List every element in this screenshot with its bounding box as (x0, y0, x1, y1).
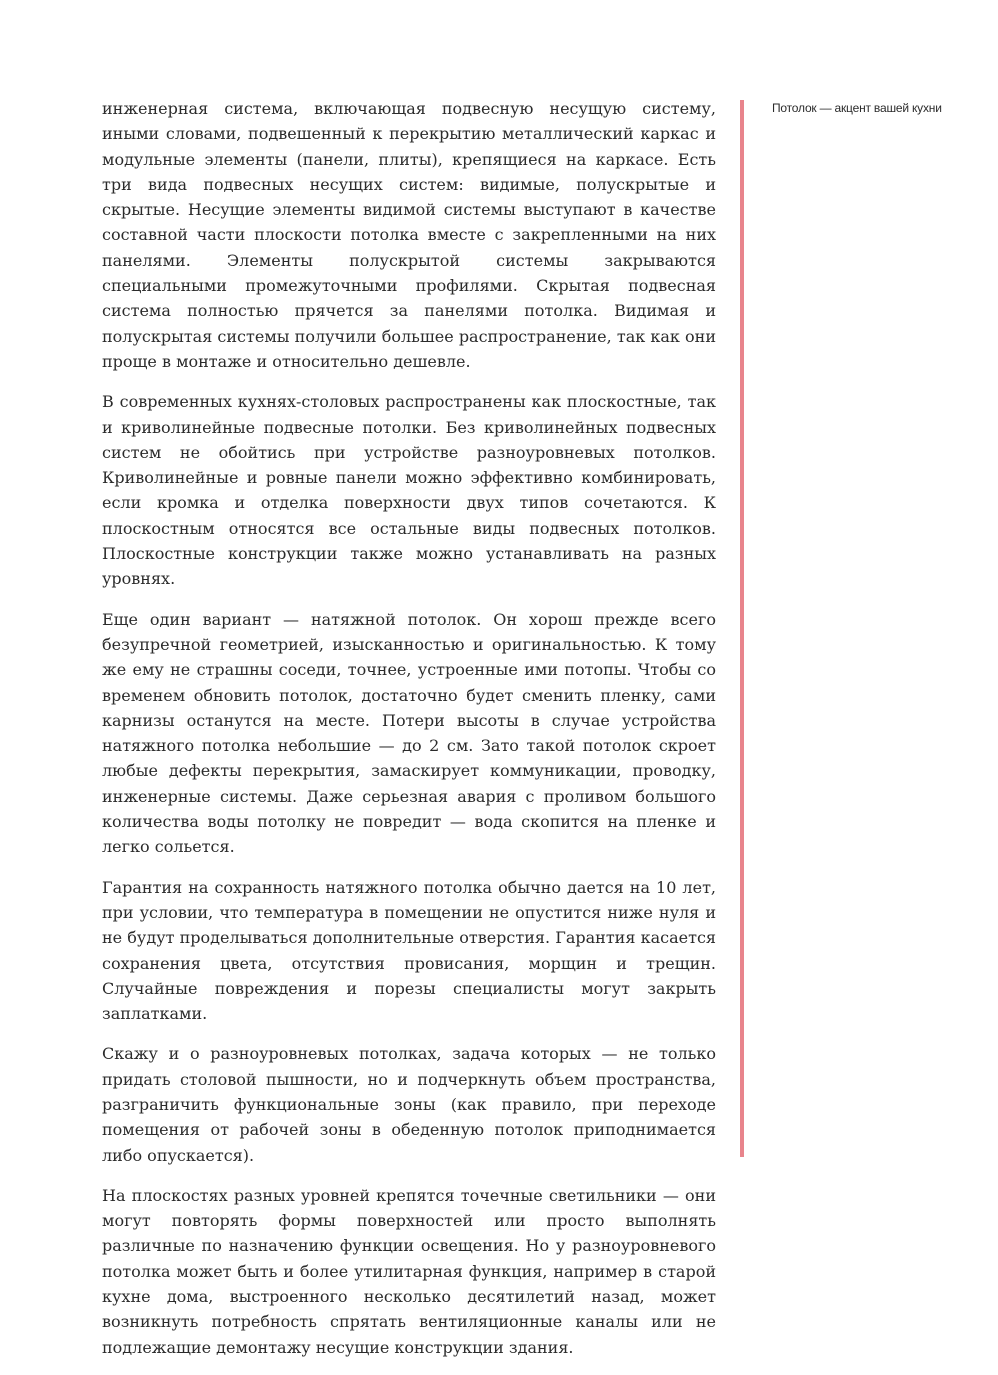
paragraph-5: Скажу и о разноуровневых потолках, задача которых — не только придать столовой пышности, но и подчеркнуть объем пространства, разграничить функциональные зоны (как правило, при переходе помещения от рабочей зоны в обеденную потолок приподнимается либо опускается). (102, 1044, 716, 1165)
paragraph-4: Гарантия на сохранность натяжного потолка обычно дается на 10 лет, при условии, что температура в помещении не опустится ниже нуля и не будут проделываться дополнительные отверстия. Гарантия касается сохранения цвета, отсутствия провисания, морщин и трещин. Случайные повреждения и порезы специалисты могут закрыть заплатками. (102, 877, 716, 1024)
paragraph-2: В современных кухнях-столовых распространены как плоскостные, так и криволинейные подвесные потолки. Без криволинейных подвесных систем не обойтись при устройстве разноуровневых потолков. Криволинейные и ровные панели можно эффективно комбинировать, если кромка и отделка поверхности двух типов сочетаются. К плоскостным относятся все остальные виды подвесных потолков. Плоскостные конструкции также можно устанавливать на разных уровнях. (102, 392, 716, 589)
paragraph-1: инженерная система, включающая подвесную несущую систему, иными словами, подвешенный к перекрытию металлический каркас и модульные элементы (панели, плиты), крепящиеся на каркасе. Есть три вида подвесных несущих систем: видимые, полускрытые и скрытые. Несущие элементы видимой системы выступают в качестве составной части плоскости потолка вместе с закрепленными на них панелями. Элементы полускрытой системы закрываются специальными промежуточными профилями. Скрытая подвесная система полностью прячется за панелями потолка. Видимая и полускрытая системы получили большее распространение, так как они проще в монтаже и относительно дешевле. (102, 99, 716, 371)
body-text (102, 96, 716, 1375)
accent-side-rule (740, 100, 744, 1157)
paragraph-3: Еще один вариант — натяжной потолок. Он хорош прежде всего безупречной геометрией, изысканностью и оригинальностью. К тому же ему не страшны соседи, точнее, устроенные ими потопы. Чтобы со временем обновить потолок, достаточно будет сменить пленку, сами карнизы останутся на месте. Потери высоты в случае устройства натяжного потолка небольшие — до 2 см. Зато такой потолок скроет любые дефекты перекрытия, замаскирует коммуникации, проводку, инженерные системы. Даже серьезная авария с проливом большого количества воды потолку не повредит — вода скопится на пленке и легко сольется. (102, 609, 716, 857)
running-head: Потолок — акцент вашей кухни (772, 101, 942, 115)
paragraph-6: На плоскостях разных уровней крепятся точечные светильники — они могут повторять формы поверхностей или просто выполнять различные по назначению функции освещения. Но у разноуровневого потолка может быть и более утилитарная функция, например в старой кухне дома, выстроенного несколько десятилетий назад, может возникнуть потребность спрятать вентиляционные каналы или не подлежащие демонтажу несущие конструкции здания. (102, 1185, 716, 1357)
